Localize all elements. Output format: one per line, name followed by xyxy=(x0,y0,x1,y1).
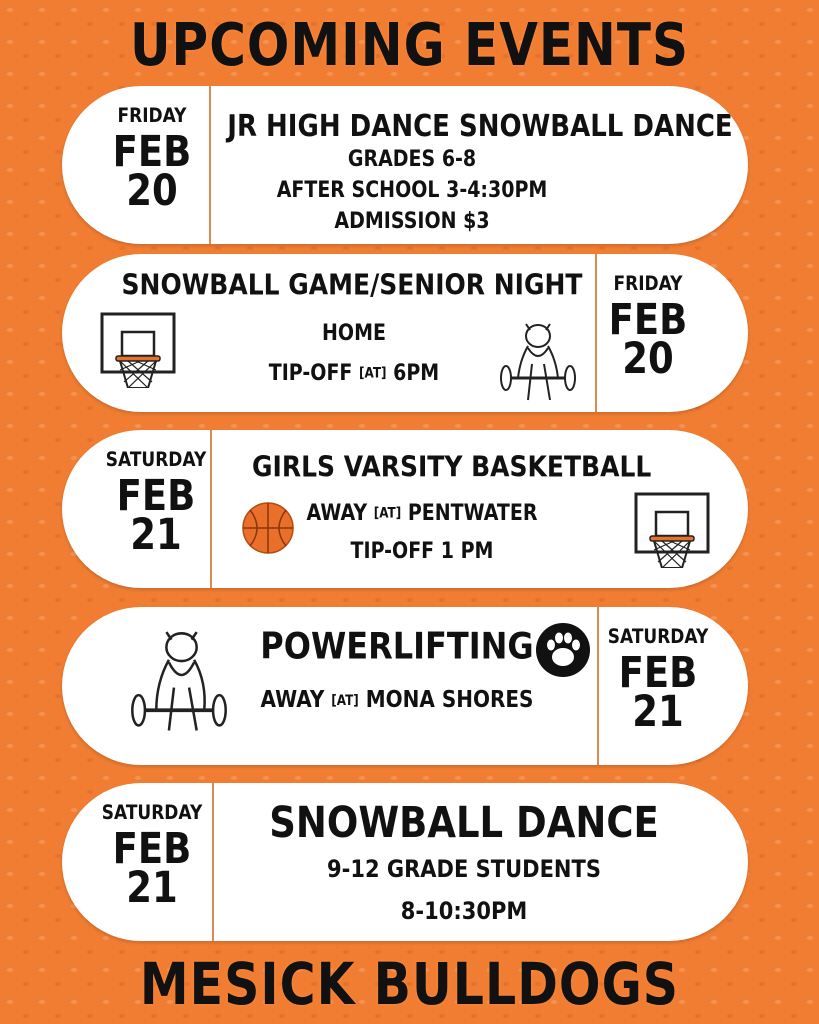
event-name: POWERLIFTING xyxy=(260,624,534,668)
divider xyxy=(595,254,597,412)
event-day: SATURDAY xyxy=(607,625,709,649)
event-date-number: 21 xyxy=(130,509,182,560)
event-detail: 8-10:30PM xyxy=(400,897,528,925)
event-date xyxy=(102,86,202,216)
event-card-girls-varsity xyxy=(62,430,748,588)
event-day: SATURDAY xyxy=(105,448,207,472)
event-detail: TIP-OFF 1 PM xyxy=(350,538,494,564)
event-detail: ADMISSION $3 xyxy=(334,208,490,234)
basketball-hoop-icon xyxy=(100,312,176,388)
event-month: FEB xyxy=(112,823,192,874)
event-date xyxy=(600,607,716,737)
event-detail: GRADES 6-8 xyxy=(347,146,477,172)
basketball-hoop-icon xyxy=(634,492,710,568)
footer-title: MESICK BULLDOGS xyxy=(139,950,680,1019)
event-day: FRIDAY xyxy=(613,272,683,296)
event-detail: AWAY [AT] MONA SHORES xyxy=(260,685,534,713)
event-date xyxy=(598,254,698,384)
bulldog-weightlifter-icon xyxy=(498,320,578,404)
event-name: JR HIGH DANCE SNOWBALL DANCE xyxy=(227,109,733,145)
divider xyxy=(597,607,599,765)
page-title: UPCOMING EVENTS xyxy=(129,10,690,80)
event-detail: 9-12 GRADE STUDENTS xyxy=(327,855,601,883)
event-day: FRIDAY xyxy=(117,104,187,128)
event-name: GIRLS VARSITY BASKETBALL xyxy=(252,449,652,484)
event-card-snowball-dance xyxy=(62,783,748,941)
event-detail: AFTER SCHOOL 3-4:30PM xyxy=(276,177,548,203)
event-name: SNOWBALL GAME/SENIOR NIGHT xyxy=(121,267,583,302)
event-card-jr-high-dance xyxy=(62,86,748,244)
paw-print-icon xyxy=(534,621,592,679)
event-name: SNOWBALL DANCE xyxy=(269,797,659,848)
event-date-number: 20 xyxy=(622,333,674,384)
event-month: FEB xyxy=(112,126,192,177)
event-card-snowball-game xyxy=(62,254,748,412)
bulldog-weightlifter-icon xyxy=(128,627,230,733)
event-month: FEB xyxy=(608,294,688,345)
event-month: FEB xyxy=(618,647,698,698)
event-month: FEB xyxy=(116,470,196,521)
event-detail: TIP-OFF [AT] 6PM xyxy=(268,360,440,386)
basketball-icon xyxy=(240,500,296,556)
divider xyxy=(210,430,212,588)
event-date-number: 21 xyxy=(632,686,684,737)
event-date xyxy=(102,430,210,560)
event-date xyxy=(96,783,208,913)
event-date-number: 21 xyxy=(126,862,178,913)
event-day: SATURDAY xyxy=(101,801,203,825)
event-detail: HOME xyxy=(322,320,386,346)
divider xyxy=(209,86,211,244)
event-detail: AWAY [AT] PENTWATER xyxy=(306,500,538,526)
event-card-powerlifting xyxy=(62,607,748,765)
event-date-number: 20 xyxy=(126,165,178,216)
